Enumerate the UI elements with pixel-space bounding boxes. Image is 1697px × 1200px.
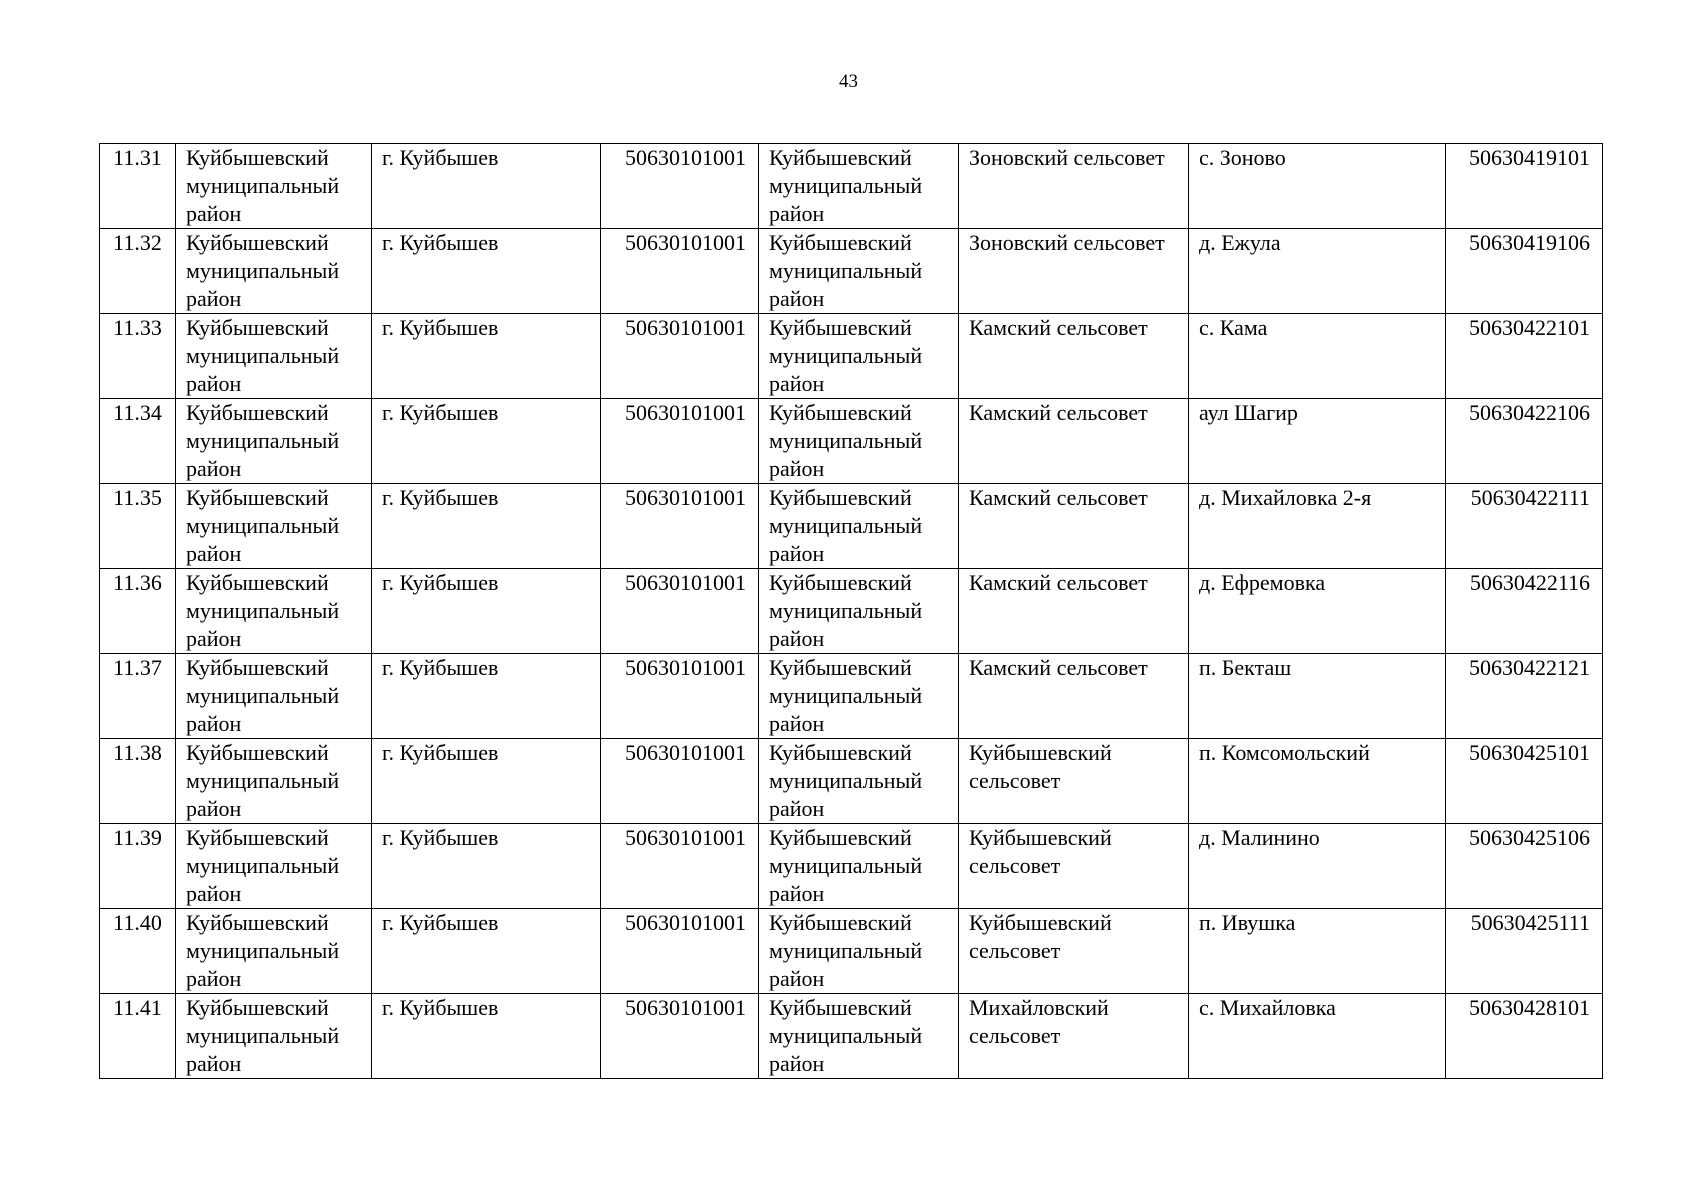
settlement-registry-table [99, 143, 1603, 1079]
city-code-cell: 50630101001 [601, 399, 759, 484]
settlement-code-cell: 50630422121 [1446, 654, 1603, 739]
settlement-cell: с. Кама [1189, 314, 1446, 399]
settlement-code-cell: 50630422106 [1446, 399, 1603, 484]
city-cell: г. Куйбышев [372, 314, 601, 399]
city-cell: г. Куйбышев [372, 739, 601, 824]
row-number-cell: 11.32 [100, 229, 176, 314]
row-number-cell: 11.38 [100, 739, 176, 824]
city-cell: г. Куйбышев [372, 569, 601, 654]
row-number-cell: 11.35 [100, 484, 176, 569]
city-code-cell: 50630101001 [601, 229, 759, 314]
district-cell: Куйбышевский муниципальный район [176, 144, 372, 229]
city-cell: г. Куйбышев [372, 484, 601, 569]
table-row [100, 994, 1603, 1079]
table-row [100, 824, 1603, 909]
city-cell: г. Куйбышев [372, 909, 601, 994]
council-cell: Камский сельсовет [959, 654, 1189, 739]
council-cell: Камский сельсовет [959, 569, 1189, 654]
council-cell: Куйбышевский сельсовет [959, 824, 1189, 909]
city-cell: г. Куйбышев [372, 229, 601, 314]
city-code-cell: 50630101001 [601, 569, 759, 654]
settlement-cell: п. Бекташ [1189, 654, 1446, 739]
city-code-cell: 50630101001 [601, 144, 759, 229]
district-cell: Куйбышевский муниципальный район [176, 994, 372, 1079]
settlement-cell: с. Зоново [1189, 144, 1446, 229]
table-row [100, 144, 1603, 229]
district2-cell: Куйбышевский муниципальный район [759, 229, 959, 314]
settlement-code-cell: 50630425101 [1446, 739, 1603, 824]
district-cell: Куйбышевский муниципальный район [176, 314, 372, 399]
district2-cell: Куйбышевский муниципальный район [759, 569, 959, 654]
district-cell: Куйбышевский муниципальный район [176, 909, 372, 994]
settlement-cell: д. Ефремовка [1189, 569, 1446, 654]
city-code-cell: 50630101001 [601, 654, 759, 739]
row-number-cell: 11.31 [100, 144, 176, 229]
settlement-code-cell: 50630425106 [1446, 824, 1603, 909]
table-row [100, 229, 1603, 314]
settlement-code-cell: 50630425111 [1446, 909, 1603, 994]
settlement-cell: аул Шагир [1189, 399, 1446, 484]
district-cell: Куйбышевский муниципальный район [176, 569, 372, 654]
district-cell: Куйбышевский муниципальный район [176, 824, 372, 909]
city-cell: г. Куйбышев [372, 824, 601, 909]
row-number-cell: 11.41 [100, 994, 176, 1079]
settlement-code-cell: 50630422101 [1446, 314, 1603, 399]
district2-cell: Куйбышевский муниципальный район [759, 314, 959, 399]
row-number-cell: 11.33 [100, 314, 176, 399]
page-number: 43 [839, 71, 858, 92]
settlement-cell: д. Ежула [1189, 229, 1446, 314]
city-cell: г. Куйбышев [372, 654, 601, 739]
council-cell: Куйбышевский сельсовет [959, 739, 1189, 824]
district2-cell: Куйбышевский муниципальный район [759, 144, 959, 229]
district2-cell: Куйбышевский муниципальный район [759, 994, 959, 1079]
table-row [100, 314, 1603, 399]
row-number-cell: 11.39 [100, 824, 176, 909]
city-cell: г. Куйбышев [372, 994, 601, 1079]
district-cell: Куйбышевский муниципальный район [176, 484, 372, 569]
settlement-cell: п. Ивушка [1189, 909, 1446, 994]
district2-cell: Куйбышевский муниципальный район [759, 399, 959, 484]
settlement-cell: д. Михайловка 2-я [1189, 484, 1446, 569]
council-cell: Камский сельсовет [959, 314, 1189, 399]
settlement-code-cell: 50630419101 [1446, 144, 1603, 229]
council-cell: Зоновский сельсовет [959, 144, 1189, 229]
city-code-cell: 50630101001 [601, 314, 759, 399]
table-row [100, 484, 1603, 569]
settlement-cell: п. Комсомольский [1189, 739, 1446, 824]
settlement-code-cell: 50630422111 [1446, 484, 1603, 569]
council-cell: Михайловский сельсовет [959, 994, 1189, 1079]
district2-cell: Куйбышевский муниципальный район [759, 484, 959, 569]
council-cell: Куйбышевский сельсовет [959, 909, 1189, 994]
council-cell: Зоновский сельсовет [959, 229, 1189, 314]
district2-cell: Куйбышевский муниципальный район [759, 909, 959, 994]
district-cell: Куйбышевский муниципальный район [176, 739, 372, 824]
settlement-cell: д. Малинино [1189, 824, 1446, 909]
city-code-cell: 50630101001 [601, 994, 759, 1079]
city-code-cell: 50630101001 [601, 484, 759, 569]
council-cell: Камский сельсовет [959, 399, 1189, 484]
city-code-cell: 50630101001 [601, 824, 759, 909]
table-row [100, 654, 1603, 739]
table-row [100, 569, 1603, 654]
settlement-code-cell: 50630422116 [1446, 569, 1603, 654]
settlement-code-cell: 50630428101 [1446, 994, 1603, 1079]
settlement-code-cell: 50630419106 [1446, 229, 1603, 314]
settlement-cell: с. Михайловка [1189, 994, 1446, 1079]
district2-cell: Куйбышевский муниципальный район [759, 739, 959, 824]
row-number-cell: 11.34 [100, 399, 176, 484]
table-row [100, 739, 1603, 824]
city-code-cell: 50630101001 [601, 909, 759, 994]
district-cell: Куйбышевский муниципальный район [176, 654, 372, 739]
district2-cell: Куйбышевский муниципальный район [759, 654, 959, 739]
row-number-cell: 11.37 [100, 654, 176, 739]
table-row [100, 399, 1603, 484]
district2-cell: Куйбышевский муниципальный район [759, 824, 959, 909]
row-number-cell: 11.40 [100, 909, 176, 994]
district-cell: Куйбышевский муниципальный район [176, 399, 372, 484]
city-cell: г. Куйбышев [372, 399, 601, 484]
row-number-cell: 11.36 [100, 569, 176, 654]
city-cell: г. Куйбышев [372, 144, 601, 229]
district-cell: Куйбышевский муниципальный район [176, 229, 372, 314]
council-cell: Камский сельсовет [959, 484, 1189, 569]
table-row [100, 909, 1603, 994]
city-code-cell: 50630101001 [601, 739, 759, 824]
